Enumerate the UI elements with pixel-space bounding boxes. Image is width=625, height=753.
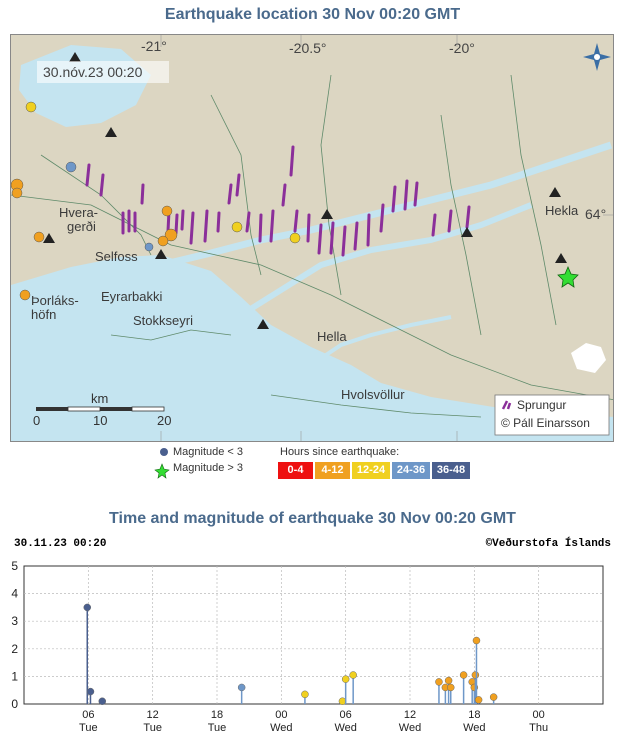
hour-bin: 4-12 [315, 462, 350, 479]
y-tick-label: 0 [11, 697, 18, 711]
x-tick-day-label: Tue [207, 722, 227, 734]
hour-bin: 36-48 [432, 462, 470, 479]
place-label: Hvera- [59, 205, 99, 220]
quake-point [87, 688, 94, 695]
place-label: Hvolsvöllur [341, 387, 405, 402]
chart-title: Time and magnitude of earthquake 30 Nov 00:20 GMT [109, 510, 516, 527]
longitude-label: -21° [141, 38, 167, 54]
place-label: Hella [317, 329, 347, 344]
x-tick-day-label: Wed [398, 722, 422, 734]
x-tick-label: 12 [146, 709, 159, 721]
x-tick-day-label: Wed [463, 722, 486, 734]
x-tick-day-label: Wed [334, 722, 357, 734]
y-tick-label: 5 [11, 559, 18, 573]
legend-credit: © Páll Einarsson [501, 416, 590, 430]
quake-point [475, 696, 482, 703]
x-tick-label: 18 [468, 709, 481, 721]
longitude-label: -20° [449, 40, 475, 56]
legend-mag-large: Magnitude > 3 [173, 462, 244, 474]
scale-unit: km [91, 391, 109, 406]
place-label: Hekla [545, 203, 579, 218]
hour-bin: 12-24 [352, 462, 390, 479]
place-label: Stokkseyri [133, 313, 193, 328]
quake-point [84, 604, 91, 611]
quake-point [238, 684, 245, 691]
quake-point [490, 694, 497, 701]
x-tick-day-label: Thu [529, 722, 549, 734]
place-label: Þorláks- [31, 293, 79, 308]
svg-text:0: 0 [33, 413, 41, 428]
quake-point [447, 684, 454, 691]
place-label: Selfoss [95, 249, 138, 264]
magnitude-chart [0, 550, 625, 753]
place-label: Eyrarbakki [101, 289, 163, 304]
place-label: gerði [67, 219, 96, 234]
x-tick-label: 06 [82, 709, 95, 721]
quake-point [99, 698, 106, 705]
legend-mag-small: Magnitude < 3 [173, 446, 244, 458]
y-tick-label: 2 [11, 641, 18, 656]
chart-credit: ©Veðurstofa Íslands [485, 538, 611, 550]
y-tick-label: 4 [11, 586, 18, 601]
x-tick-label: 00 [532, 709, 545, 721]
place-label: höfn [31, 307, 57, 322]
latitude-label: 64° [585, 206, 607, 222]
svg-text:10: 10 [93, 413, 108, 428]
x-tick-day-label: Tue [79, 722, 98, 734]
quake-point [301, 691, 308, 698]
legend-fissures: Sprungur [517, 398, 567, 412]
map-title: Earthquake location 30 Nov 00:20 GMT [164, 6, 461, 23]
hour-bin: 24-36 [392, 462, 430, 479]
quake-point [350, 672, 357, 679]
y-tick-label: 3 [11, 614, 18, 629]
quake-point [460, 672, 467, 679]
chart-timestamp: 30.11.23 00:20 [14, 538, 107, 550]
longitude-label: -20.5° [289, 40, 327, 56]
quake-point [435, 678, 442, 685]
quake-point [445, 677, 452, 684]
hours-label: Hours since earthquake: [280, 446, 400, 458]
quake-point [342, 676, 349, 683]
quake-point [339, 698, 346, 705]
y-tick-label: 1 [11, 669, 18, 684]
quake-point [473, 637, 480, 644]
x-tick-label: 06 [339, 709, 352, 721]
plot-frame [24, 566, 603, 704]
x-tick-day-label: Tue [143, 722, 162, 734]
hour-bin: 0-4 [278, 462, 313, 479]
quake-point [472, 672, 479, 679]
x-tick-day-label: Wed [270, 722, 293, 734]
x-tick-label: 18 [210, 709, 224, 721]
x-tick-label: 12 [403, 709, 417, 721]
earthquake-map[interactable] [10, 34, 614, 442]
x-tick-label: 00 [275, 709, 288, 721]
map-timestamp: 30.nóv.23 00:20 [43, 64, 143, 80]
svg-text:20: 20 [157, 413, 172, 428]
